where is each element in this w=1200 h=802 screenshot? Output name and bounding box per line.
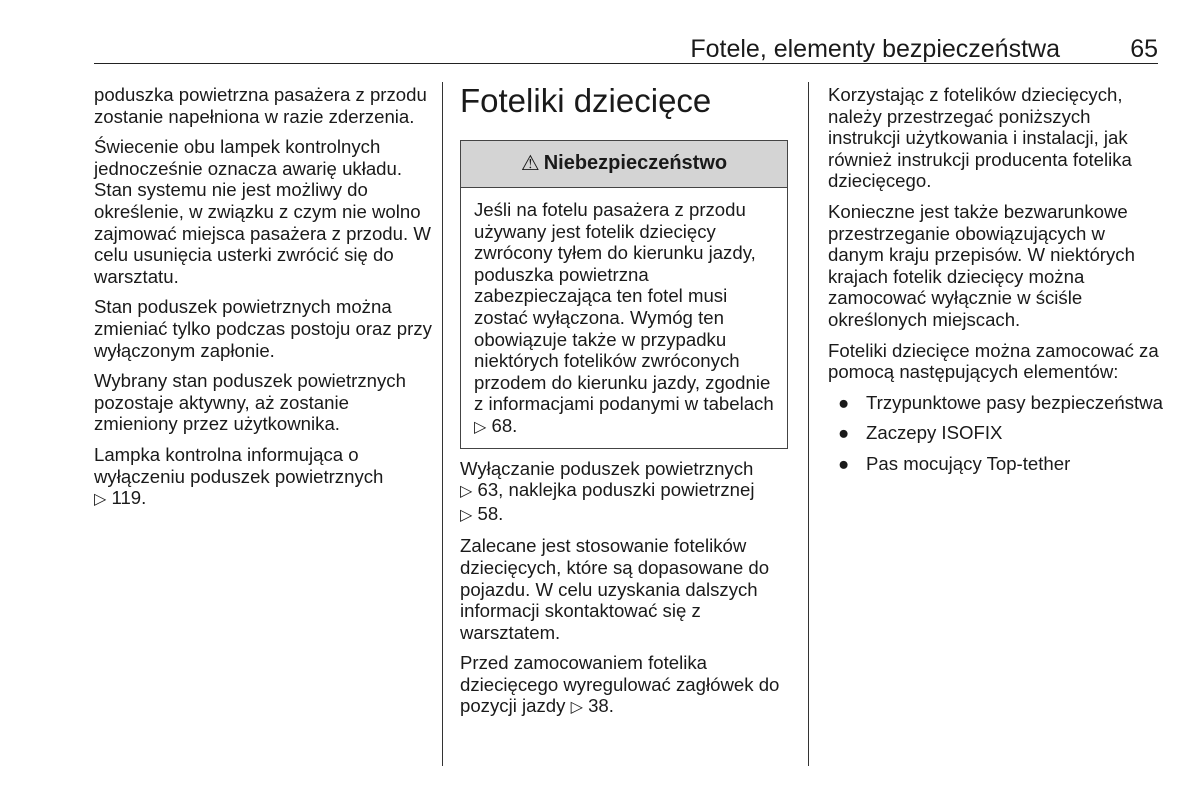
paragraph bbox=[460, 458, 800, 527]
paragraph: Foteliki dziecięce można zamocować za pomocą następujących elementów: bbox=[828, 339, 1159, 383]
paragraph: poduszka powietrzna pasażera z przodu zostanie napełniona w razie zderzenia. bbox=[94, 84, 427, 127]
page-number: 65 bbox=[1130, 35, 1158, 63]
column-divider-left bbox=[442, 82, 443, 766]
header-title: Fotele, elementy bezpieczeństwa bbox=[690, 35, 1060, 63]
list-item bbox=[828, 422, 1163, 444]
bullet-icon: ● bbox=[838, 422, 850, 444]
column-1 bbox=[94, 84, 434, 520]
column-2 bbox=[460, 81, 800, 728]
paragraph-text: Przed zamocowaniem fotelika dziecięcego wyregulować zagłówek do pozycji jazdy bbox=[460, 652, 780, 717]
list-item-text: Zaczepy ISOFIX bbox=[866, 422, 1003, 444]
column-3 bbox=[828, 84, 1163, 484]
page-reference[interactable]: 119. bbox=[111, 487, 147, 509]
header-rule bbox=[94, 63, 1158, 64]
paragraph-text: Wyłączanie poduszek powietrznych bbox=[460, 457, 754, 479]
bullet-icon: ● bbox=[838, 391, 850, 413]
list-item-text: Pas mocujący Top-tether bbox=[866, 452, 1071, 474]
page-reference[interactable]: 68. bbox=[491, 414, 518, 436]
list-item-text: Trzypunktowe pasy bezpieczeństwa bbox=[866, 391, 1163, 413]
paragraph: Korzystając z fotelików dziecięcych, należy przestrzegać poniższych instrukcji użytkowania i instalacji, jak również instrukcji producenta fotelika dziecięcego. bbox=[828, 84, 1132, 192]
page-reference[interactable]: 63, naklejka poduszki powietrznej bbox=[477, 479, 755, 501]
column-divider-right bbox=[808, 82, 809, 766]
warning-text bbox=[474, 199, 775, 439]
paragraph bbox=[94, 444, 434, 511]
page-reference[interactable]: 58. bbox=[477, 502, 504, 524]
page-reference-icon: ▷ bbox=[570, 699, 583, 717]
page-reference-icon: ▷ bbox=[460, 483, 473, 501]
bullet-list bbox=[828, 392, 1163, 475]
section-title: Foteliki dziecięce bbox=[460, 82, 712, 119]
paragraph-text: Lampka kontrolna informująca o wyłączeniu poduszek powietrznych bbox=[94, 443, 384, 487]
warning-text-content: Jeśli na fotelu pasażera z przodu używany jest fotelik dziecięcy zwrócony tyłem do kierunku jazdy, poduszka powietrzna zabezpieczająca ten fotel musi zostać wyłączona. Wymóg ten obowiązuje także w przypadku niektórych fotelików zwróconych przodem do kierunku jazdy, zgodnie z informacjami podanymi w tabelach bbox=[474, 199, 774, 415]
warning-heading: Niebezpieczeństwo bbox=[543, 152, 728, 175]
paragraph bbox=[460, 652, 800, 719]
page-reference-icon: ▷ bbox=[94, 491, 107, 509]
paragraph: Zalecane jest stosowanie fotelików dziecięcych, które są dopasowane do pojazdu. W celu uzyskania dalszych informacji skontaktować się z warsztatem. bbox=[460, 535, 770, 643]
paragraph: Stan poduszek powietrznych można zmieniać tylko podczas postoju oraz przy wyłączonym zapłonie. bbox=[94, 296, 432, 361]
paragraph: Wybrany stan poduszek powietrznych pozostaje aktywny, aż zostanie zmieniony przez użytkownika. bbox=[94, 370, 406, 435]
bullet-icon: ● bbox=[838, 452, 850, 474]
page-reference[interactable]: 38. bbox=[588, 695, 614, 717]
list-item bbox=[828, 453, 1163, 475]
warning-body bbox=[461, 188, 787, 448]
warning-header bbox=[461, 141, 787, 188]
page-reference-icon: ▷ bbox=[474, 418, 487, 436]
paragraph: Świecenie obu lampek kontrolnych jednocześnie oznacza awarię układu. Stan systemu nie jest możliwy do określenie, w związku z czym nie wolno zajmować miejsca pasażera z przodu. W celu usunięcia usterki zwrócić się do warsztatu. bbox=[94, 136, 431, 287]
paragraph: Konieczne jest także bezwarunkowe przestrzeganie obowiązujących w danym kraju przepisów. W niektórych krajach fotelik dziecięcy można zamocować wyłącznie w ściśle określonych miejscach. bbox=[828, 200, 1135, 330]
warning-box bbox=[460, 140, 788, 449]
warning-triangle-icon: ⚠ bbox=[520, 152, 540, 176]
page-reference-icon: ▷ bbox=[460, 506, 473, 524]
list-item bbox=[828, 392, 1163, 414]
